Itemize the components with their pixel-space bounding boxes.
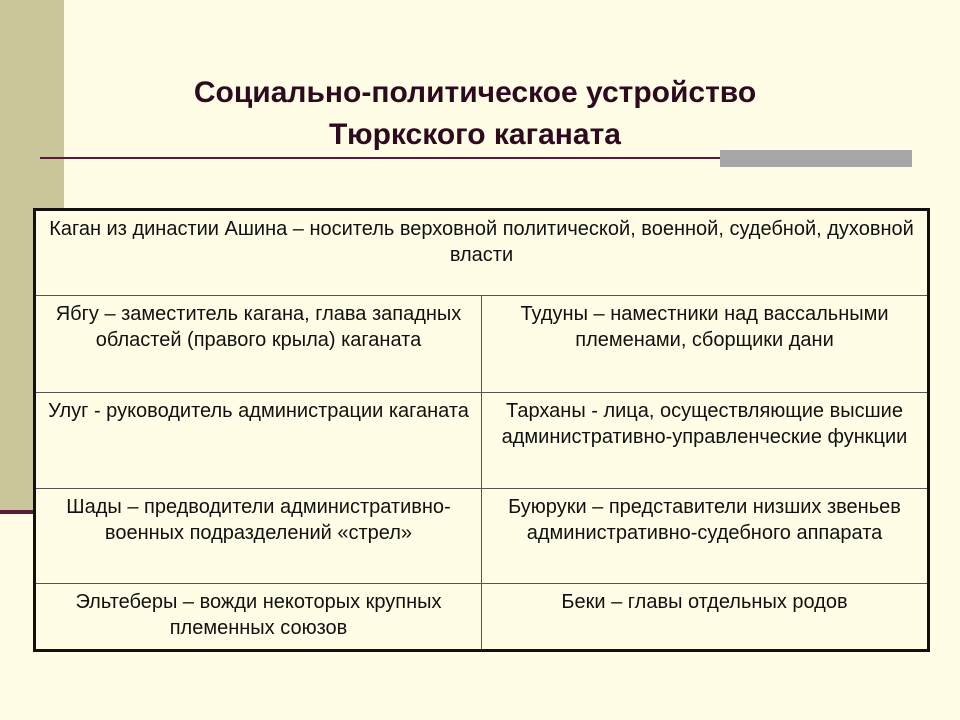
table-cell-kagan: Каган из династии Ашина – носитель верховной политической, военной, судебной, духовной власти xyxy=(35,210,929,296)
table-cell: Улуг - руководитель администрации каганата xyxy=(35,393,482,489)
table-header-row xyxy=(35,210,929,296)
table-cell: Ябгу – заместитель кагана, глава западных областей (правого крыла) каганата xyxy=(35,296,482,393)
table-row xyxy=(35,489,929,584)
table-row xyxy=(35,584,929,651)
slide-title-line1: Социально-политическое устройство xyxy=(193,76,757,109)
table-cell: Тарханы - лица, осуществляющие высшие административно-управленческие функции xyxy=(482,393,929,489)
table-cell: Беки – главы отдельных родов xyxy=(482,584,929,651)
slide-title-line2: Тюркского каганата xyxy=(329,118,621,151)
title-gray-bar xyxy=(720,150,912,167)
slide-title xyxy=(60,72,890,156)
table-cell: Шады – предводители административно-военных подразделений «стрел» xyxy=(35,489,482,584)
table-cell: Тудуны – наместники над вассальными племенами, сборщики дани xyxy=(482,296,929,393)
power-structure-table xyxy=(33,208,930,652)
table-row xyxy=(35,393,929,489)
table-cell: Эльтеберы – вожди некоторых крупных племенных союзов xyxy=(35,584,482,651)
table-row xyxy=(35,296,929,393)
table-cell: Буюруки – представители низших звеньев административно-судебного аппарата xyxy=(482,489,929,584)
